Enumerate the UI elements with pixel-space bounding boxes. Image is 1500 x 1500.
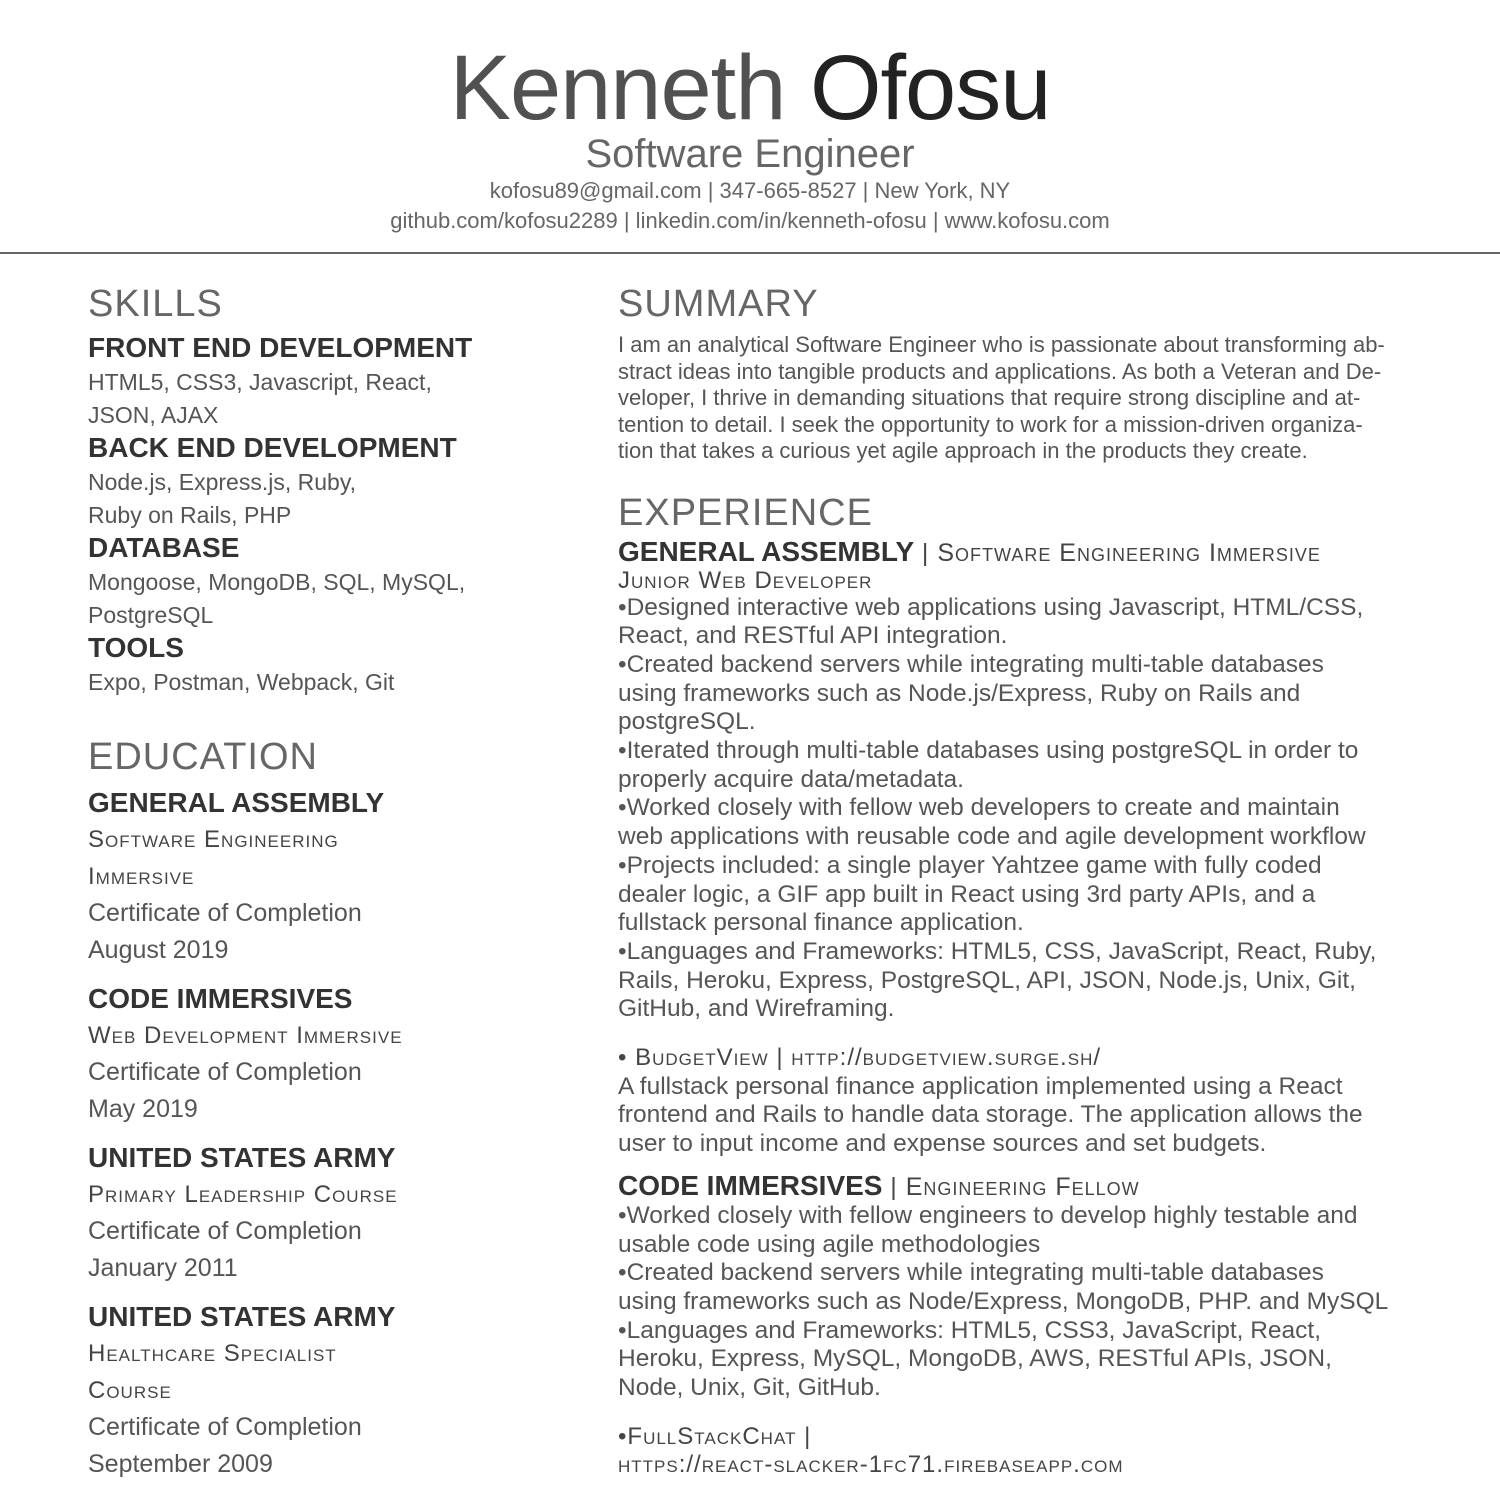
education-date: January 2011 <box>88 1254 238 1282</box>
experience-heading: EXPERIENCE <box>618 491 873 534</box>
education-program: Healthcare Specialist <box>88 1340 337 1367</box>
job-header <box>618 537 1418 568</box>
job-bullet-line: •Worked closely with fellow web developers to create and maintain <box>618 794 1340 822</box>
education-certificate: Certificate of Completion <box>88 1413 362 1441</box>
job-title: Software Engineer <box>585 132 915 176</box>
education-program: Web Development Immersive <box>88 1022 403 1049</box>
job-bullet-line: usable code using agile methodologies <box>618 1230 1041 1258</box>
job-bullet-line: web applications with reusable code and agile development workflow <box>618 823 1366 851</box>
job-bullet-line: •Created backend servers while integrating multi-table databases <box>618 1259 1324 1287</box>
experience-list <box>618 537 1418 1481</box>
summary-line: tention to detail. I seek the opportunity to work for a mission-driven organiza- <box>618 411 1363 437</box>
education-program: Immersive <box>88 863 195 890</box>
job-bullet-line: •Created backend servers while integrating multi-table databases <box>618 650 1324 678</box>
education-certificate: Certificate of Completion <box>88 899 362 927</box>
education-date: August 2019 <box>88 936 229 964</box>
summary-line: veloper, I thrive in demanding situations that require strong discipline and at- <box>618 385 1361 410</box>
job-bullet-line: •Languages and Frameworks: HTML5, CSS, JavaScript, React, Ruby, <box>618 937 1377 965</box>
project-description-line: A fullstack personal finance application implemented using a React <box>618 1072 1343 1100</box>
education-program: Primary Leadership Course <box>88 1181 398 1208</box>
job-bullet-line: GitHub, and Wireframing. <box>618 995 895 1023</box>
education-school: GENERAL ASSEMBLY <box>88 787 385 818</box>
skill-items: Node.js, Express.js, Ruby, <box>88 469 357 495</box>
last-name: Ofosu <box>809 37 1051 139</box>
education-school: UNITED STATES ARMY <box>88 1142 396 1173</box>
job-bullet-line: dealer logic, a GIF app built in React using 3rd party APIs, and a <box>618 880 1316 908</box>
education-date: September 2009 <box>88 1450 273 1478</box>
job-bullet-line: postgreSQL. <box>618 708 756 736</box>
skill-group-title: DATABASE <box>88 532 240 563</box>
summary-line: stract ideas into tangible products and applications. As both a Veteran and De- <box>618 358 1382 384</box>
header-divider <box>0 252 1500 254</box>
skill-items: JSON, AJAX <box>88 402 219 428</box>
skill-items: HTML5, CSS3, Javascript, React, <box>88 369 432 395</box>
education-certificate: Certificate of Completion <box>88 1217 362 1245</box>
project-title: • BudgetView | http://budgetview.surge.sh/ <box>618 1044 1102 1072</box>
job-bullet-line: •Worked closely with fellow engineers to develop highly testable and <box>618 1201 1358 1229</box>
resume-header <box>0 38 1500 236</box>
job-bullet-line: using frameworks such as Node/Express, MongoDB, PHP. and MySQL <box>618 1287 1389 1315</box>
job-header <box>618 1171 1418 1202</box>
education-list <box>88 785 528 1483</box>
education-program: Software Engineering <box>88 826 339 853</box>
left-column <box>88 282 528 1483</box>
skill-group-title: BACK END DEVELOPMENT <box>88 432 457 463</box>
contact-line: kofosu89@gmail.com | 347-665-8527 | New York, NY <box>489 178 1011 203</box>
company-name: GENERAL ASSEMBLY <box>618 535 915 567</box>
education-heading: EDUCATION <box>88 736 318 778</box>
skill-items: Mongoose, MongoDB, SQL, MySQL, <box>88 569 466 595</box>
skill-items: Expo, Postman, Webpack, Git <box>88 669 395 695</box>
project-description-line: frontend and Rails to handle data storage. The application allows the <box>618 1101 1363 1129</box>
job-bullet-line: •Iterated through multi-table databases using postgreSQL in order to <box>618 737 1359 765</box>
job-bullet-line: React, and RESTful API integration. <box>618 622 1008 650</box>
education-school: CODE IMMERSIVES <box>88 983 353 1014</box>
links-line: github.com/kofosu2289 | linkedin.com/in/kenneth-ofosu | www.kofosu.com <box>390 208 1110 233</box>
skill-group-title: FRONT END DEVELOPMENT <box>88 332 473 363</box>
education-program: Course <box>88 1377 172 1404</box>
skill-items: Ruby on Rails, PHP <box>88 502 292 528</box>
summary-line: I am an analytical Software Engineer who is passionate about transforming ab- <box>618 332 1385 357</box>
summary-heading: SUMMARY <box>618 283 819 325</box>
right-column <box>618 282 1418 1480</box>
job-role: | Engineering Fellow <box>890 1172 1140 1201</box>
first-name: Kenneth <box>449 37 786 139</box>
education-date: May 2019 <box>88 1095 198 1123</box>
job-bullet-line: Node, Unix, Git, GitHub. <box>618 1374 881 1402</box>
skills-list <box>88 330 528 699</box>
education-school: UNITED STATES ARMY <box>88 1301 396 1332</box>
skill-items: PostgreSQL <box>88 602 214 628</box>
job-role: | Software Engineering Immersive <box>921 538 1321 567</box>
job-subrole: Junior Web Developer <box>618 566 873 594</box>
job-bullet-line: using frameworks such as Node.js/Express, Ruby on Rails and <box>618 679 1301 707</box>
job-bullet-line: properly acquire data/metadata. <box>618 765 964 793</box>
full-name <box>0 38 1500 138</box>
job-bullet-line: Rails, Heroku, Express, PostgreSQL, API, JSON, Node.js, Unix, Git, <box>618 966 1356 994</box>
project-description-line: user to input income and expense sources and set budgets. <box>618 1130 1267 1158</box>
project-link: https://react-slacker-1fc71.firebaseapp.com <box>618 1451 1124 1479</box>
summary-line: tion that takes a curious yet agile approach in the products they create. <box>618 438 1308 463</box>
education-certificate: Certificate of Completion <box>88 1058 362 1086</box>
company-name: CODE IMMERSIVES <box>618 1169 883 1201</box>
job-bullet-line: •Projects included: a single player Yahtzee game with fully coded <box>618 851 1322 879</box>
skill-group-title: TOOLS <box>88 632 184 663</box>
summary-text <box>618 332 1418 465</box>
job-bullet-line: fullstack personal finance application. <box>618 909 1024 937</box>
skills-heading: SKILLS <box>88 283 223 325</box>
job-bullet-line: Heroku, Express, MySQL, MongoDB, AWS, RESTful APIs, JSON, <box>618 1345 1332 1373</box>
job-bullet-line: •Languages and Frameworks: HTML5, CSS3, JavaScript, React, <box>618 1316 1322 1344</box>
project-title: •FullStackChat | <box>618 1422 812 1450</box>
job-bullet-line: •Designed interactive web applications using Javascript, HTML/CSS, <box>618 593 1364 621</box>
